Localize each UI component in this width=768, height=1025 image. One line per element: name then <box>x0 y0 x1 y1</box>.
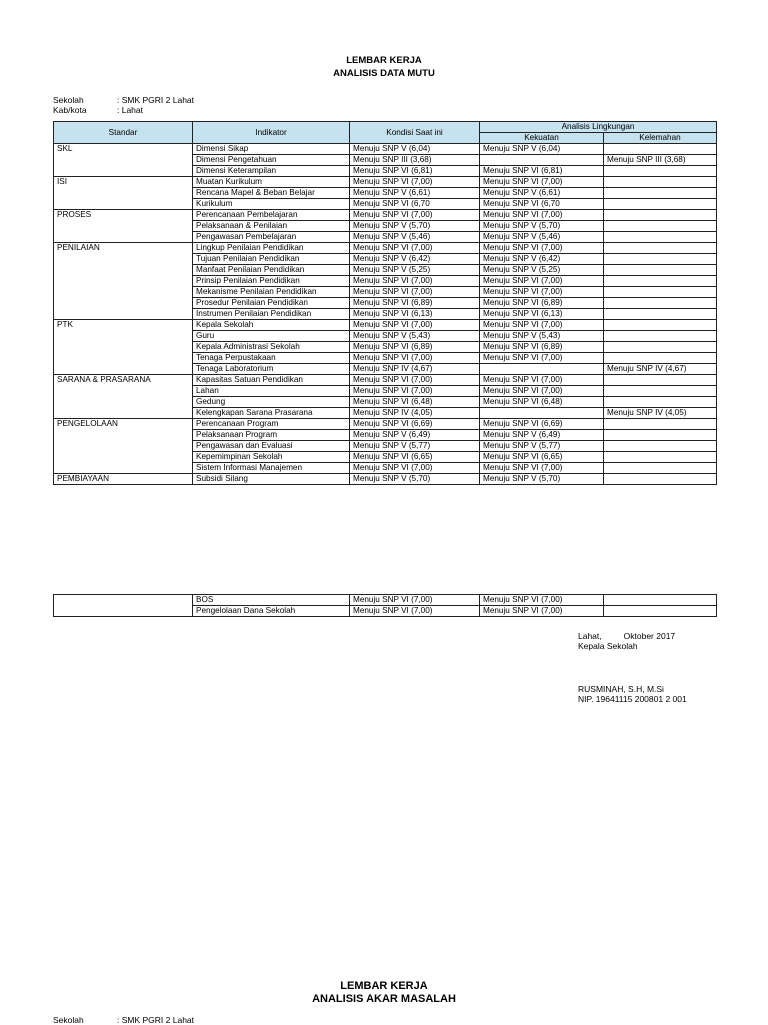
cell-indikator: Pelaksanaan Program <box>193 430 350 441</box>
cell-kekuatan: Menuju SNP VI (7,00) <box>480 276 604 287</box>
cell-kondisi: Menuju SNP VI (6,89) <box>350 342 480 353</box>
header-standar: Standar <box>54 122 193 144</box>
cell-kekuatan: Menuju SNP V (5,70) <box>480 221 604 232</box>
cell-kekuatan: Menuju SNP VI (6,13) <box>480 309 604 320</box>
cell-kekuatan <box>480 408 604 419</box>
cell-kondisi: Menuju SNP VI (6,89) <box>350 298 480 309</box>
page2-sekolah-label: Sekolah <box>53 1015 84 1025</box>
cell-kekuatan: Menuju SNP VI (7,00) <box>480 463 604 474</box>
cell-indikator: Pelaksanaan & Penilaian <box>193 221 350 232</box>
cell-indikator: Tenaga Perpustakaan <box>193 353 350 364</box>
cell-standar <box>54 606 193 617</box>
cell-indikator: Tenaga Laboratorium <box>193 364 350 375</box>
cell-kekuatan: Menuju SNP VI (7,00) <box>480 386 604 397</box>
table-row <box>54 441 717 452</box>
cell-standar <box>54 232 193 243</box>
table-row <box>54 276 717 287</box>
cell-kekuatan: Menuju SNP VI (6,70 <box>480 199 604 210</box>
cell-standar <box>54 254 193 265</box>
cell-indikator: Rencana Mapel & Beban Belajar <box>193 188 350 199</box>
table-row <box>54 221 717 232</box>
cell-kekuatan: Menuju SNP VI (7,00) <box>480 320 604 331</box>
cell-kelemahan <box>604 144 717 155</box>
cell-indikator: Dimensi Sikap <box>193 144 350 155</box>
cell-standar <box>54 166 193 177</box>
cell-standar <box>54 265 193 276</box>
table-row <box>54 452 717 463</box>
cell-indikator: Kapasitas Satuan Pendidikan <box>193 375 350 386</box>
cell-kondisi: Menuju SNP VI (6,70 <box>350 199 480 210</box>
table-row <box>54 364 717 375</box>
data-mutu-table-continued <box>53 594 717 617</box>
cell-kondisi: Menuju SNP VI (7,00) <box>350 177 480 188</box>
cell-indikator: Lingkup Penilaian Pendidikan <box>193 243 350 254</box>
cell-kelemahan <box>604 463 717 474</box>
cell-standar: PENGELOLAAN <box>54 419 193 430</box>
cell-kelemahan <box>604 397 717 408</box>
table-row <box>54 397 717 408</box>
cell-kondisi: Menuju SNP V (6,61) <box>350 188 480 199</box>
cell-standar <box>54 309 193 320</box>
table-row <box>54 188 717 199</box>
cell-kekuatan: Menuju SNP VI (7,00) <box>480 177 604 188</box>
cell-kelemahan <box>604 595 717 606</box>
cell-kondisi: Menuju SNP V (6,04) <box>350 144 480 155</box>
cell-standar: PROSES <box>54 210 193 221</box>
cell-indikator: Perencanaan Program <box>193 419 350 430</box>
cell-kelemahan <box>604 474 717 485</box>
cell-standar <box>54 331 193 342</box>
cell-kondisi: Menuju SNP VI (7,00) <box>350 463 480 474</box>
cell-kondisi: Menuju SNP V (6,42) <box>350 254 480 265</box>
cell-indikator: Mekanisme Penilaian Pendidikan <box>193 287 350 298</box>
table-row <box>54 144 717 155</box>
cell-kondisi: Menuju SNP VI (6,81) <box>350 166 480 177</box>
table-row <box>54 331 717 342</box>
sekolah-label: Sekolah <box>53 95 84 105</box>
cell-kelemahan <box>604 188 717 199</box>
cell-indikator: Kurikulum <box>193 199 350 210</box>
cell-kelemahan <box>604 276 717 287</box>
cell-kelemahan <box>604 320 717 331</box>
cell-kelemahan: Menuju SNP III (3,68) <box>604 155 717 166</box>
cell-standar: ISI <box>54 177 193 188</box>
table-row <box>54 463 717 474</box>
table-row <box>54 265 717 276</box>
cell-kelemahan <box>604 342 717 353</box>
page2-title-line2: ANALISIS AKAR MASALAH <box>312 993 456 1005</box>
cell-kondisi: Menuju SNP VI (7,00) <box>350 210 480 221</box>
table-row <box>54 408 717 419</box>
cell-kondisi: Menuju SNP V (6,49) <box>350 430 480 441</box>
header-kekuatan: Kekuatan <box>480 133 604 144</box>
cell-kondisi: Menuju SNP V (5,46) <box>350 232 480 243</box>
cell-standar <box>54 287 193 298</box>
cell-indikator: Perencanaan Pembelajaran <box>193 210 350 221</box>
page2-sekolah-value: : SMK PGRI 2 Lahat <box>117 1015 195 1025</box>
cell-indikator: Prosedur Penilaian Pendidikan <box>193 298 350 309</box>
cell-kondisi: Menuju SNP VI (7,00) <box>350 386 480 397</box>
table-row <box>54 419 717 430</box>
table-row <box>54 386 717 397</box>
cell-kelemahan <box>604 452 717 463</box>
cell-kekuatan: Menuju SNP VI (6,48) <box>480 397 604 408</box>
table-row <box>54 177 717 188</box>
cell-kelemahan: Menuju SNP IV (4,67) <box>604 364 717 375</box>
cell-kelemahan <box>604 298 717 309</box>
table-row <box>54 353 717 364</box>
table-row <box>54 254 717 265</box>
table-row <box>54 287 717 298</box>
table-row <box>54 243 717 254</box>
cell-kekuatan: Menuju SNP VI (6,89) <box>480 342 604 353</box>
cell-kondisi: Menuju SNP VI (7,00) <box>350 606 480 617</box>
cell-indikator: Instrumen Penilaian Pendidikan <box>193 309 350 320</box>
cell-kelemahan <box>604 199 717 210</box>
cell-kelemahan <box>604 243 717 254</box>
cell-kondisi: Menuju SNP III (3,68) <box>350 155 480 166</box>
cell-kekuatan: Menuju SNP VI (7,00) <box>480 375 604 386</box>
cell-indikator: Kepemimpinan Sekolah <box>193 452 350 463</box>
cell-kelemahan <box>604 210 717 221</box>
cell-kelemahan <box>604 353 717 364</box>
cell-kondisi: Menuju SNP IV (4,05) <box>350 408 480 419</box>
cell-standar <box>54 342 193 353</box>
cell-kelemahan <box>604 232 717 243</box>
cell-kondisi: Menuju SNP VI (6,69) <box>350 419 480 430</box>
kabkota-label: Kab/kota <box>53 105 87 115</box>
kabkota-value: : Lahat <box>117 105 143 115</box>
cell-standar <box>54 595 193 606</box>
cell-indikator: Pengawasan Pembelajaran <box>193 232 350 243</box>
cell-kekuatan: Menuju SNP VI (6,81) <box>480 166 604 177</box>
table-row <box>54 430 717 441</box>
table-row <box>54 166 717 177</box>
cell-kondisi: Menuju SNP VI (6,13) <box>350 309 480 320</box>
cell-kekuatan: Menuju SNP VI (7,00) <box>480 210 604 221</box>
cell-standar <box>54 386 193 397</box>
cell-kelemahan <box>604 177 717 188</box>
table-row <box>54 342 717 353</box>
sekolah-value: : SMK PGRI 2 Lahat <box>117 95 195 105</box>
cell-indikator: Guru <box>193 331 350 342</box>
data-mutu-table <box>53 121 717 485</box>
cell-kelemahan <box>604 221 717 232</box>
cell-kondisi: Menuju SNP IV (4,67) <box>350 364 480 375</box>
cell-kondisi: Menuju SNP VI (6,65) <box>350 452 480 463</box>
cell-standar <box>54 155 193 166</box>
cell-kekuatan: Menuju SNP V (6,61) <box>480 188 604 199</box>
cell-indikator: Kepala Sekolah <box>193 320 350 331</box>
cell-kekuatan: Menuju SNP V (5,77) <box>480 441 604 452</box>
cell-standar <box>54 430 193 441</box>
cell-standar: PENILAIAN <box>54 243 193 254</box>
table-row <box>54 320 717 331</box>
cell-kelemahan <box>604 254 717 265</box>
cell-kondisi: Menuju SNP VI (7,00) <box>350 595 480 606</box>
cell-kekuatan: Menuju SNP V (5,46) <box>480 232 604 243</box>
cell-kelemahan <box>604 287 717 298</box>
cell-kekuatan: Menuju SNP VI (7,00) <box>480 287 604 298</box>
cell-standar <box>54 221 193 232</box>
signature-role: Kepala Sekolah <box>578 641 638 651</box>
header-kondisi: Kondisi Saat ini <box>350 122 480 144</box>
cell-kelemahan <box>604 309 717 320</box>
cell-indikator: Gedung <box>193 397 350 408</box>
table-row <box>54 606 717 617</box>
cell-kondisi: Menuju SNP VI (7,00) <box>350 243 480 254</box>
cell-standar: SARANA & PRASARANA <box>54 375 193 386</box>
cell-indikator: Subsidi Silang <box>193 474 350 485</box>
table-row <box>54 199 717 210</box>
table-row <box>54 595 717 606</box>
cell-kelemahan: Menuju SNP IV (4,05) <box>604 408 717 419</box>
signature-place: Lahat, <box>578 631 602 641</box>
cell-kekuatan: Menuju SNP VI (7,00) <box>480 606 604 617</box>
cell-standar <box>54 298 193 309</box>
cell-kondisi: Menuju SNP VI (7,00) <box>350 320 480 331</box>
table-row <box>54 232 717 243</box>
cell-kelemahan <box>604 430 717 441</box>
cell-kekuatan: Menuju SNP V (5,70) <box>480 474 604 485</box>
cell-standar: PEMBIAYAAN <box>54 474 193 485</box>
cell-kekuatan: Menuju SNP VI (6,69) <box>480 419 604 430</box>
cell-kelemahan <box>604 265 717 276</box>
cell-standar <box>54 353 193 364</box>
cell-standar <box>54 276 193 287</box>
cell-indikator: Muatan Kurikulum <box>193 177 350 188</box>
cell-kondisi: Menuju SNP VI (7,00) <box>350 287 480 298</box>
cell-indikator: Pengawasan dan Evaluasi <box>193 441 350 452</box>
cell-standar: PTK <box>54 320 193 331</box>
signature-block <box>578 631 687 704</box>
cell-indikator: Manfaat Penilaian Pendidikan <box>193 265 350 276</box>
cell-indikator: Sistem Informasi Manajemen <box>193 463 350 474</box>
cell-standar <box>54 397 193 408</box>
cell-kelemahan <box>604 386 717 397</box>
cell-indikator: Dimensi Keterampilan <box>193 166 350 177</box>
cell-indikator: BOS <box>193 595 350 606</box>
cell-kekuatan: Menuju SNP VI (7,00) <box>480 353 604 364</box>
cell-standar <box>54 463 193 474</box>
cell-indikator: Dimensi Pengetahuan <box>193 155 350 166</box>
cell-kondisi: Menuju SNP V (5,25) <box>350 265 480 276</box>
cell-kelemahan <box>604 375 717 386</box>
cell-kelemahan <box>604 606 717 617</box>
cell-indikator: Prinsip Penilaian Pendidikan <box>193 276 350 287</box>
cell-kondisi: Menuju SNP VI (7,00) <box>350 276 480 287</box>
cell-kekuatan: Menuju SNP VI (6,65) <box>480 452 604 463</box>
signature-nip: NIP. 19641115 200801 2 001 <box>578 694 687 704</box>
cell-indikator: Kelengkapan Sarana Prasarana <box>193 408 350 419</box>
cell-kondisi: Menuju SNP V (5,43) <box>350 331 480 342</box>
cell-kekuatan: Menuju SNP V (6,49) <box>480 430 604 441</box>
cell-kekuatan: Menuju SNP VI (6,89) <box>480 298 604 309</box>
signature-date: Oktober 2017 <box>623 631 676 641</box>
cell-kekuatan: Menuju SNP V (6,42) <box>480 254 604 265</box>
table-row <box>54 309 717 320</box>
header-analisis-lingkungan: Analisis Lingkungan <box>480 122 717 133</box>
cell-kelemahan <box>604 331 717 342</box>
header-indikator: Indikator <box>193 122 350 144</box>
cell-kondisi: Menuju SNP VI (6,48) <box>350 397 480 408</box>
cell-kekuatan: Menuju SNP V (6,04) <box>480 144 604 155</box>
page-title-line1: LEMBAR KERJA <box>346 55 422 66</box>
cell-kondisi: Menuju SNP VI (7,00) <box>350 353 480 364</box>
cell-standar <box>54 199 193 210</box>
header-kelemahan: Kelemahan <box>604 133 717 144</box>
cell-standar <box>54 452 193 463</box>
cell-kondisi: Menuju SNP V (5,77) <box>350 441 480 452</box>
cell-kondisi: Menuju SNP VI (7,00) <box>350 375 480 386</box>
school-info <box>53 95 194 115</box>
cell-kondisi: Menuju SNP V (5,70) <box>350 221 480 232</box>
cell-standar <box>54 408 193 419</box>
cell-indikator: Lahan <box>193 386 350 397</box>
page2-title-line1: LEMBAR KERJA <box>340 980 428 992</box>
table-row <box>54 210 717 221</box>
cell-kelemahan <box>604 419 717 430</box>
cell-indikator: Kepala Administrasi Sekolah <box>193 342 350 353</box>
cell-kekuatan <box>480 155 604 166</box>
cell-standar: SKL <box>54 144 193 155</box>
table-row <box>54 375 717 386</box>
table-row <box>54 298 717 309</box>
cell-kelemahan <box>604 166 717 177</box>
cell-standar <box>54 188 193 199</box>
cell-standar <box>54 441 193 452</box>
cell-kondisi: Menuju SNP V (5,70) <box>350 474 480 485</box>
cell-kekuatan: Menuju SNP VI (7,00) <box>480 595 604 606</box>
cell-standar <box>54 364 193 375</box>
cell-kekuatan <box>480 364 604 375</box>
table-row <box>54 474 717 485</box>
table-row <box>54 155 717 166</box>
cell-indikator: Tujuan Penilaian Pendidikan <box>193 254 350 265</box>
cell-kekuatan: Menuju SNP V (5,25) <box>480 265 604 276</box>
page-title-line2: ANALISIS DATA MUTU <box>333 68 435 79</box>
cell-indikator: Pengelolaan Dana Sekolah <box>193 606 350 617</box>
cell-kelemahan <box>604 441 717 452</box>
signature-name: RUSMINAH, S.H, M.Si <box>578 684 664 694</box>
cell-kekuatan: Menuju SNP V (5,43) <box>480 331 604 342</box>
cell-kekuatan: Menuju SNP VI (7,00) <box>480 243 604 254</box>
